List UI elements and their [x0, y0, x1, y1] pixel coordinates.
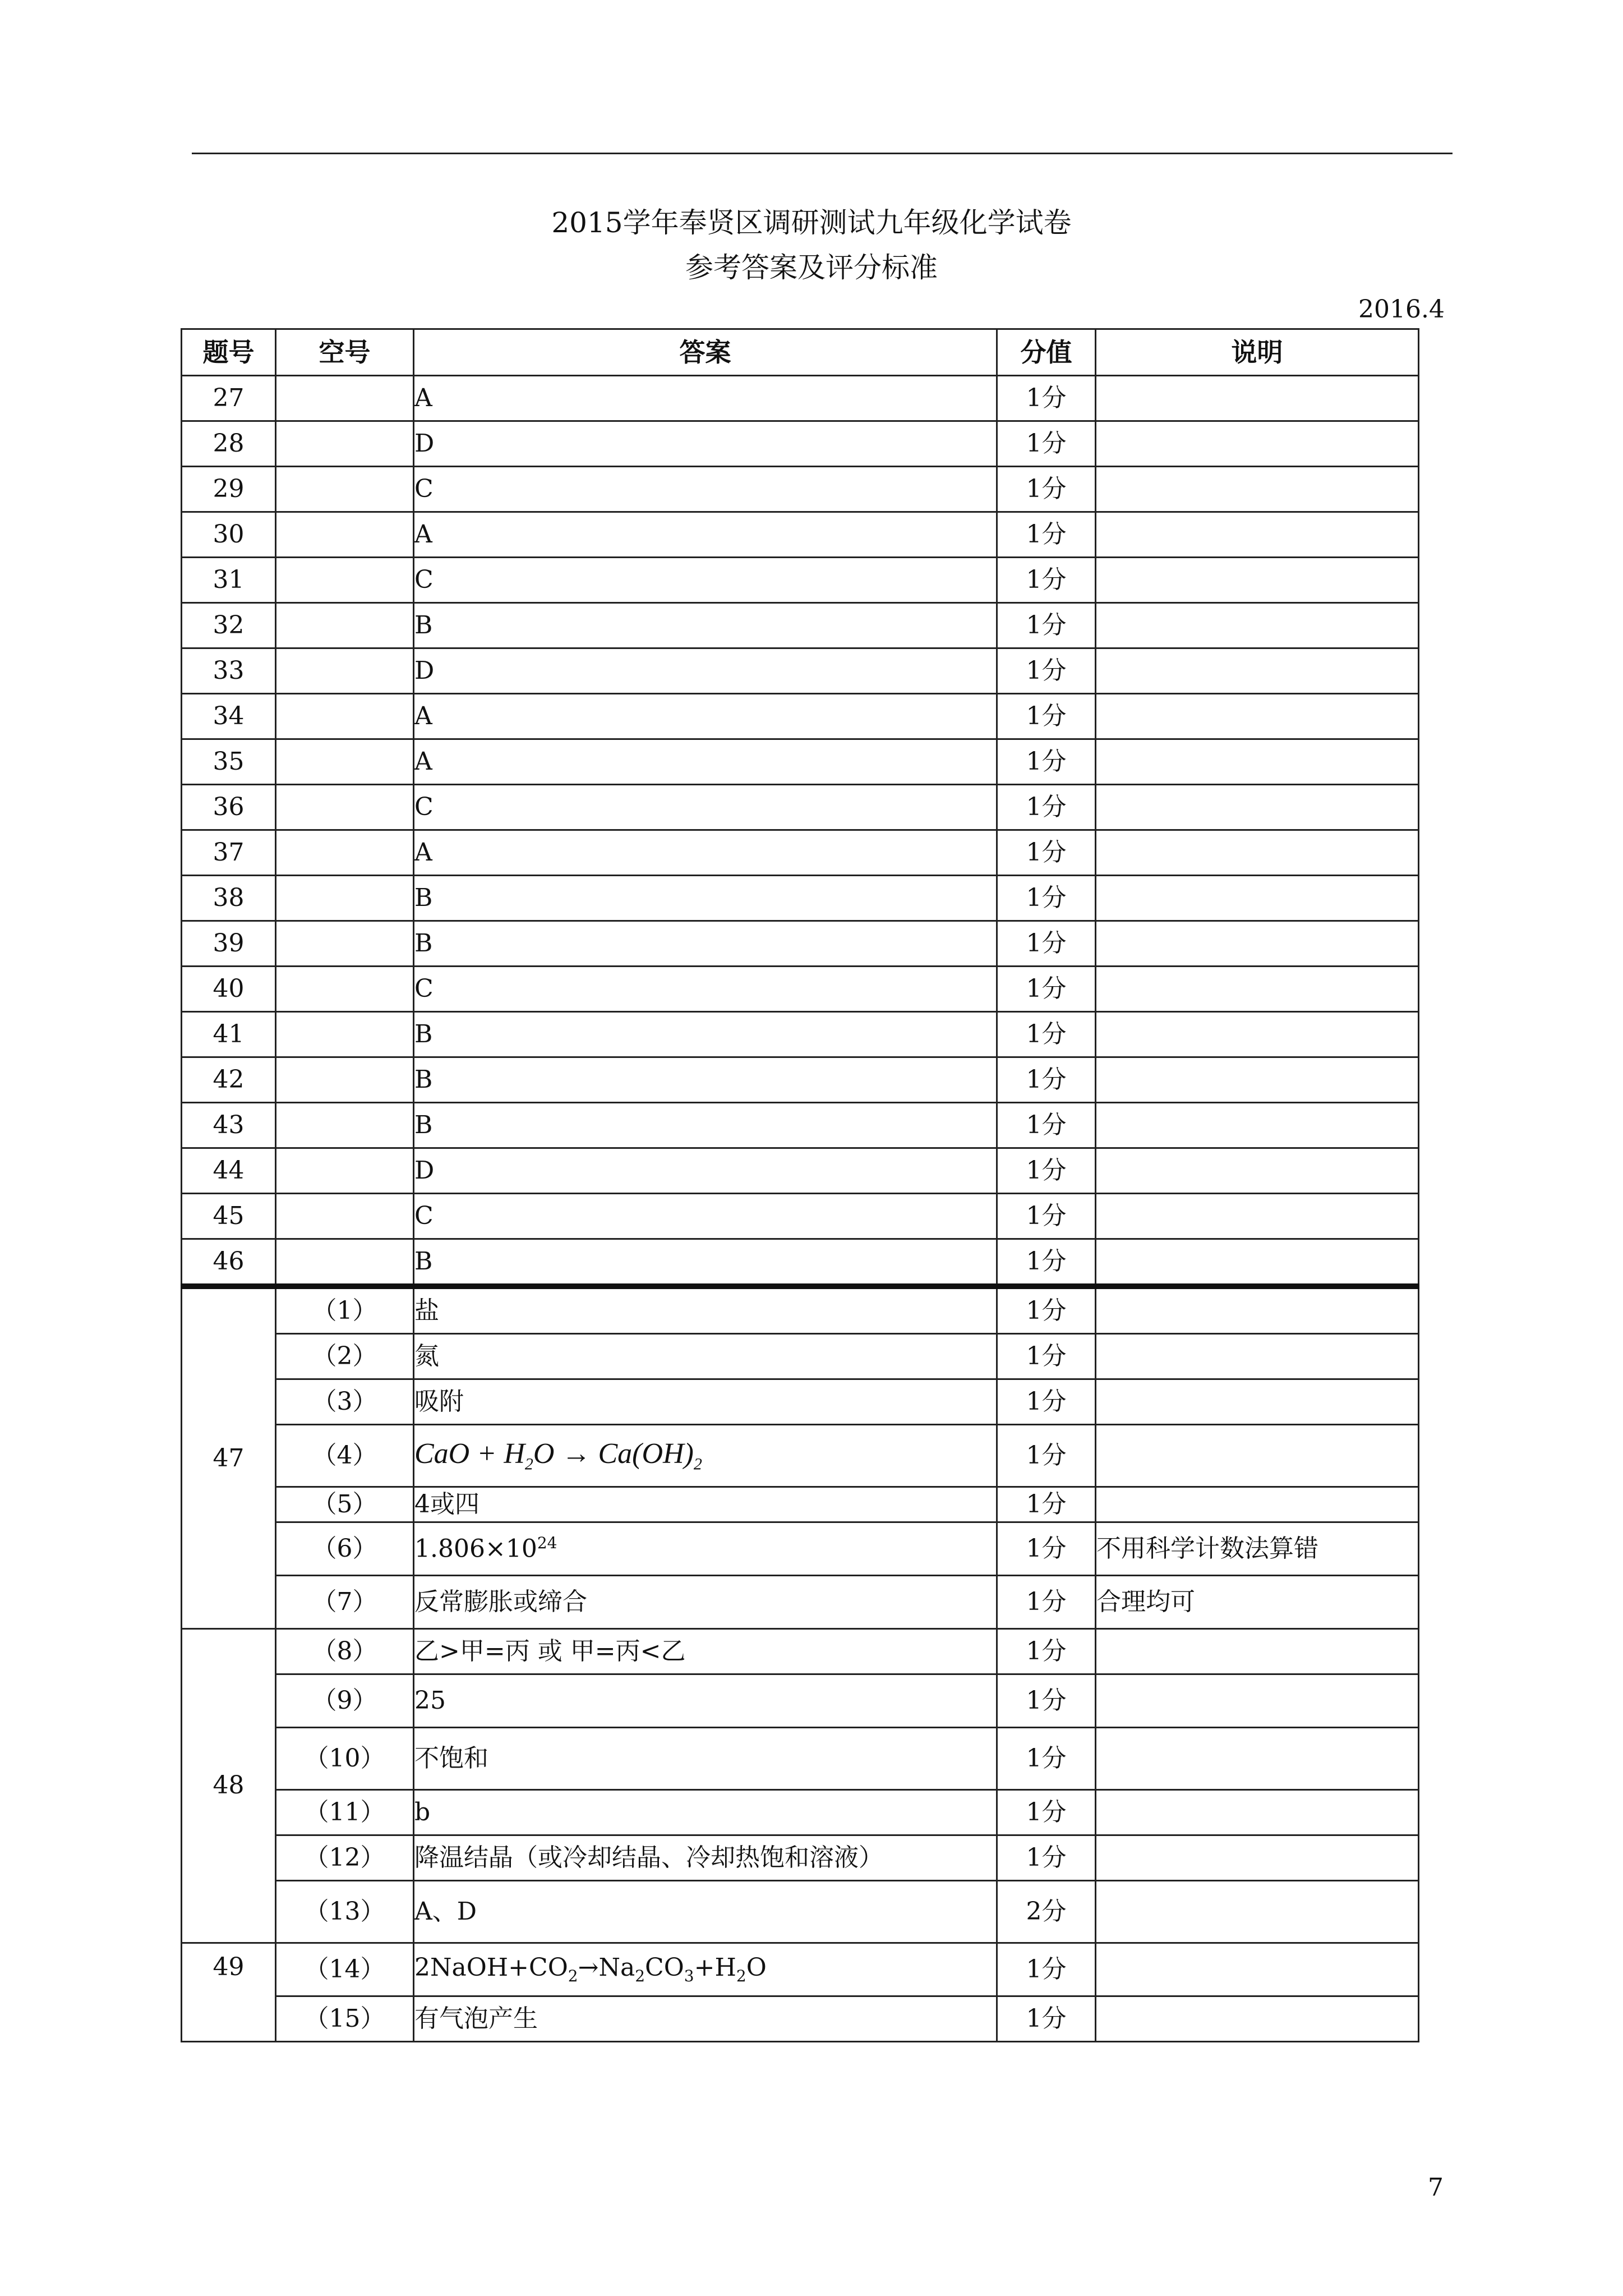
blank-number: （15）: [276, 1996, 414, 2042]
blank-number: [276, 1012, 414, 1057]
answer-cell: C: [414, 785, 997, 830]
score-cell: 1分: [997, 1057, 1096, 1103]
blank-number: [276, 830, 414, 876]
table-row: [182, 1629, 1419, 1674]
answer-cell: D: [414, 421, 997, 467]
answer-cell: 乙>甲=丙 或 甲=丙<乙: [414, 1629, 997, 1674]
question-number: 28: [182, 421, 276, 467]
table-row: [182, 603, 1419, 648]
note-cell: [1096, 467, 1419, 512]
score-cell: 1分: [997, 1996, 1096, 2042]
note-cell: [1096, 1629, 1419, 1674]
table-row: [182, 785, 1419, 830]
column-header-answer: 答案: [414, 329, 997, 376]
answer-cell: B: [414, 921, 997, 967]
table-row: [182, 694, 1419, 739]
note-cell: [1096, 1286, 1419, 1334]
blank-number: （1）: [276, 1286, 414, 1334]
blank-number: [276, 376, 414, 421]
blank-number: （5）: [276, 1487, 414, 1522]
blank-number: （10）: [276, 1728, 414, 1790]
score-cell: 1分: [997, 376, 1096, 421]
blank-number: （4）: [276, 1425, 414, 1487]
blank-number: [276, 967, 414, 1012]
answer-cell: D: [414, 648, 997, 694]
blank-number: [276, 558, 414, 603]
table-row: [182, 1239, 1419, 1287]
question-number: 37: [182, 830, 276, 876]
blank-number: [276, 421, 414, 467]
note-cell: [1096, 876, 1419, 921]
score-cell: 1分: [997, 967, 1096, 1012]
table-row: [182, 376, 1419, 421]
question-number: 43: [182, 1103, 276, 1148]
table-row: [182, 876, 1419, 921]
note-cell: [1096, 1194, 1419, 1239]
answer-cell: 反常膨胀或缔合: [414, 1576, 997, 1629]
table-row: [182, 1943, 1419, 1996]
note-cell: [1096, 1790, 1419, 1835]
answer-cell: B: [414, 1239, 997, 1287]
answer-cell: 25: [414, 1674, 997, 1728]
blank-number: （14）: [276, 1943, 414, 1996]
note-cell: [1096, 1239, 1419, 1287]
answer-cell: 有气泡产生: [414, 1996, 997, 2042]
note-cell: [1096, 1943, 1419, 1996]
answer-cell: C: [414, 1194, 997, 1239]
score-cell: 1分: [997, 1487, 1096, 1522]
answer-cell: B: [414, 1012, 997, 1057]
blank-number: [276, 876, 414, 921]
blank-number: [276, 785, 414, 830]
table-row: [182, 1996, 1419, 2042]
question-number: 46: [182, 1239, 276, 1287]
answer-cell: A: [414, 376, 997, 421]
column-header-note: 说明: [1096, 329, 1419, 376]
score-cell: 1分: [997, 1334, 1096, 1379]
document-title: 2015学年奉贤区调研测试九年级化学试卷: [551, 206, 1072, 239]
question-number: 39: [182, 921, 276, 967]
question-number: 36: [182, 785, 276, 830]
note-cell: [1096, 1996, 1419, 2042]
header-rule: [192, 153, 1453, 154]
answer-cell: b: [414, 1790, 997, 1835]
table-header-row: [182, 329, 1419, 376]
question-number: 38: [182, 876, 276, 921]
answer-cell: A: [414, 830, 997, 876]
blank-number: （6）: [276, 1522, 414, 1576]
table-row: [182, 1194, 1419, 1239]
note-cell: [1096, 921, 1419, 967]
blank-number: （12）: [276, 1835, 414, 1881]
note-cell: [1096, 785, 1419, 830]
answer-cell: 氮: [414, 1334, 997, 1379]
blank-number: [276, 1057, 414, 1103]
question-number: 48: [182, 1629, 276, 1943]
question-number: 45: [182, 1194, 276, 1239]
blank-number: [276, 648, 414, 694]
note-cell: [1096, 648, 1419, 694]
table-row: [182, 1148, 1419, 1194]
question-number: 44: [182, 1148, 276, 1194]
table-row: [182, 1057, 1419, 1103]
table-row: [182, 739, 1419, 785]
note-cell: [1096, 1057, 1419, 1103]
score-cell: 1分: [997, 1194, 1096, 1239]
page-number: 7: [1428, 2173, 1444, 2202]
blank-number: （3）: [276, 1379, 414, 1425]
answer-table: [181, 328, 1419, 2042]
note-cell: [1096, 421, 1419, 467]
score-cell: 1分: [997, 421, 1096, 467]
answer-cell: 吸附: [414, 1379, 997, 1425]
note-cell: [1096, 558, 1419, 603]
note-cell: [1096, 1728, 1419, 1790]
score-cell: 1分: [997, 876, 1096, 921]
answer-cell: [414, 1943, 997, 1996]
score-cell: 1分: [997, 1943, 1096, 1996]
note-cell: 合理均可: [1096, 1576, 1419, 1629]
note-cell: [1096, 1425, 1419, 1487]
score-cell: 1分: [997, 648, 1096, 694]
table-row: [182, 1379, 1419, 1425]
arrow-icon: →: [578, 1953, 599, 1982]
score-cell: 1分: [997, 1103, 1096, 1148]
table-row: [182, 467, 1419, 512]
question-number: 49: [182, 1943, 276, 2042]
column-header-score: 分值: [997, 329, 1096, 376]
note-cell: [1096, 376, 1419, 421]
score-cell: 1分: [997, 1835, 1096, 1881]
note-cell: [1096, 830, 1419, 876]
document-date: 2016.4: [1358, 295, 1445, 324]
table-row: [182, 1576, 1419, 1629]
answer-cell: C: [414, 967, 997, 1012]
question-number: 31: [182, 558, 276, 603]
table-row: [182, 1012, 1419, 1057]
answer-cell: 降温结晶（或冷却结晶、冷却热饱和溶液）: [414, 1835, 997, 1881]
answer-cell: A: [414, 694, 997, 739]
blank-number: （13）: [276, 1881, 414, 1943]
answer-cell: $1.806\times 10^{24}$: [414, 1522, 997, 1576]
note-cell: 不用科学计数法算错: [1096, 1522, 1419, 1576]
score-cell: 1分: [997, 1239, 1096, 1287]
blank-number: [276, 1148, 414, 1194]
score-cell: 1分: [997, 1790, 1096, 1835]
blank-number: （2）: [276, 1334, 414, 1379]
score-cell: 1分: [997, 558, 1096, 603]
note-cell: [1096, 1881, 1419, 1943]
score-cell: 1分: [997, 467, 1096, 512]
score-cell: 1分: [997, 694, 1096, 739]
score-cell: 1分: [997, 921, 1096, 967]
column-header-blank: 空号: [276, 329, 414, 376]
note-cell: [1096, 603, 1419, 648]
score-cell: 1分: [997, 1522, 1096, 1576]
document-subtitle: 参考答案及评分标准: [685, 251, 938, 284]
answer-cell: A: [414, 739, 997, 785]
chemical-equation: CaO + $H_2O \to Ca(OH)_2$: [414, 1438, 702, 1474]
score-cell: 1分: [997, 1286, 1096, 1334]
score-cell: 1分: [997, 1379, 1096, 1425]
score-cell: 1分: [997, 512, 1096, 558]
question-number: 29: [182, 467, 276, 512]
table-row: [182, 1728, 1419, 1790]
score-cell: 1分: [997, 603, 1096, 648]
table-row: [182, 1835, 1419, 1881]
table-row: [182, 512, 1419, 558]
answer-cell: B: [414, 1057, 997, 1103]
question-number: 27: [182, 376, 276, 421]
question-number: 30: [182, 512, 276, 558]
answer-cell: 不饱和: [414, 1728, 997, 1790]
table-row: [182, 921, 1419, 967]
score-cell: 1分: [997, 785, 1096, 830]
answer-cell: 盐: [414, 1286, 997, 1334]
question-number: 35: [182, 739, 276, 785]
question-number: 32: [182, 603, 276, 648]
table-row: [182, 1881, 1419, 1943]
note-cell: [1096, 1103, 1419, 1148]
note-cell: [1096, 1379, 1419, 1425]
table-row: [182, 1487, 1419, 1522]
score-cell: 1分: [997, 1012, 1096, 1057]
score-cell: 1分: [997, 1576, 1096, 1629]
note-cell: [1096, 1487, 1419, 1522]
table-row: [182, 1103, 1419, 1148]
blank-number: [276, 1239, 414, 1287]
note-cell: [1096, 512, 1419, 558]
note-cell: [1096, 967, 1419, 1012]
table-row: [182, 648, 1419, 694]
score-cell: 1分: [997, 830, 1096, 876]
arrow-icon: →: [561, 1438, 591, 1470]
column-header-question: 题号: [182, 329, 276, 376]
blank-number: [276, 921, 414, 967]
answer-cell: D: [414, 1148, 997, 1194]
table-row: [182, 1425, 1419, 1487]
blank-number: （7）: [276, 1576, 414, 1629]
blank-number: [276, 1194, 414, 1239]
score-cell: 1分: [997, 1629, 1096, 1674]
question-number: 40: [182, 967, 276, 1012]
answer-cell: A: [414, 512, 997, 558]
chemical-equation: $2NaOH+CO_2\to Na_2CO_3+H_2O$: [414, 1953, 767, 1985]
table-row: [182, 1522, 1419, 1576]
note-cell: [1096, 739, 1419, 785]
question-number: 33: [182, 648, 276, 694]
note-cell: [1096, 1148, 1419, 1194]
blank-number: [276, 739, 414, 785]
blank-number: [276, 512, 414, 558]
table-row: [182, 421, 1419, 467]
blank-number: [276, 603, 414, 648]
score-cell: 1分: [997, 1148, 1096, 1194]
score-cell: 1分: [997, 1674, 1096, 1728]
answer-cell: A、D: [414, 1881, 997, 1943]
note-cell: [1096, 1835, 1419, 1881]
table-row: [182, 1286, 1419, 1334]
table-row: [182, 830, 1419, 876]
blank-number: （9）: [276, 1674, 414, 1728]
answer-cell: C: [414, 467, 997, 512]
table-row: [182, 1674, 1419, 1728]
note-cell: [1096, 694, 1419, 739]
score-cell: 1分: [997, 1728, 1096, 1790]
table-row: [182, 558, 1419, 603]
note-cell: [1096, 1012, 1419, 1057]
score-cell: 1分: [997, 1425, 1096, 1487]
question-number: 34: [182, 694, 276, 739]
table-row: [182, 1790, 1419, 1835]
answer-cell: B: [414, 603, 997, 648]
question-number: 42: [182, 1057, 276, 1103]
question-number: 47: [182, 1286, 276, 1629]
score-cell: 2分: [997, 1881, 1096, 1943]
blank-number: [276, 694, 414, 739]
score-cell: 1分: [997, 739, 1096, 785]
table-row: [182, 1334, 1419, 1379]
answer-cell: B: [414, 1103, 997, 1148]
blank-number: [276, 1103, 414, 1148]
blank-number: （11）: [276, 1790, 414, 1835]
answer-cell: B: [414, 876, 997, 921]
question-number: 41: [182, 1012, 276, 1057]
answer-cell: [414, 1425, 997, 1487]
note-cell: [1096, 1674, 1419, 1728]
answer-cell: 4或四: [414, 1487, 997, 1522]
blank-number: [276, 467, 414, 512]
table-row: [182, 967, 1419, 1012]
answer-cell: C: [414, 558, 997, 603]
blank-number: （8）: [276, 1629, 414, 1674]
note-cell: [1096, 1334, 1419, 1379]
